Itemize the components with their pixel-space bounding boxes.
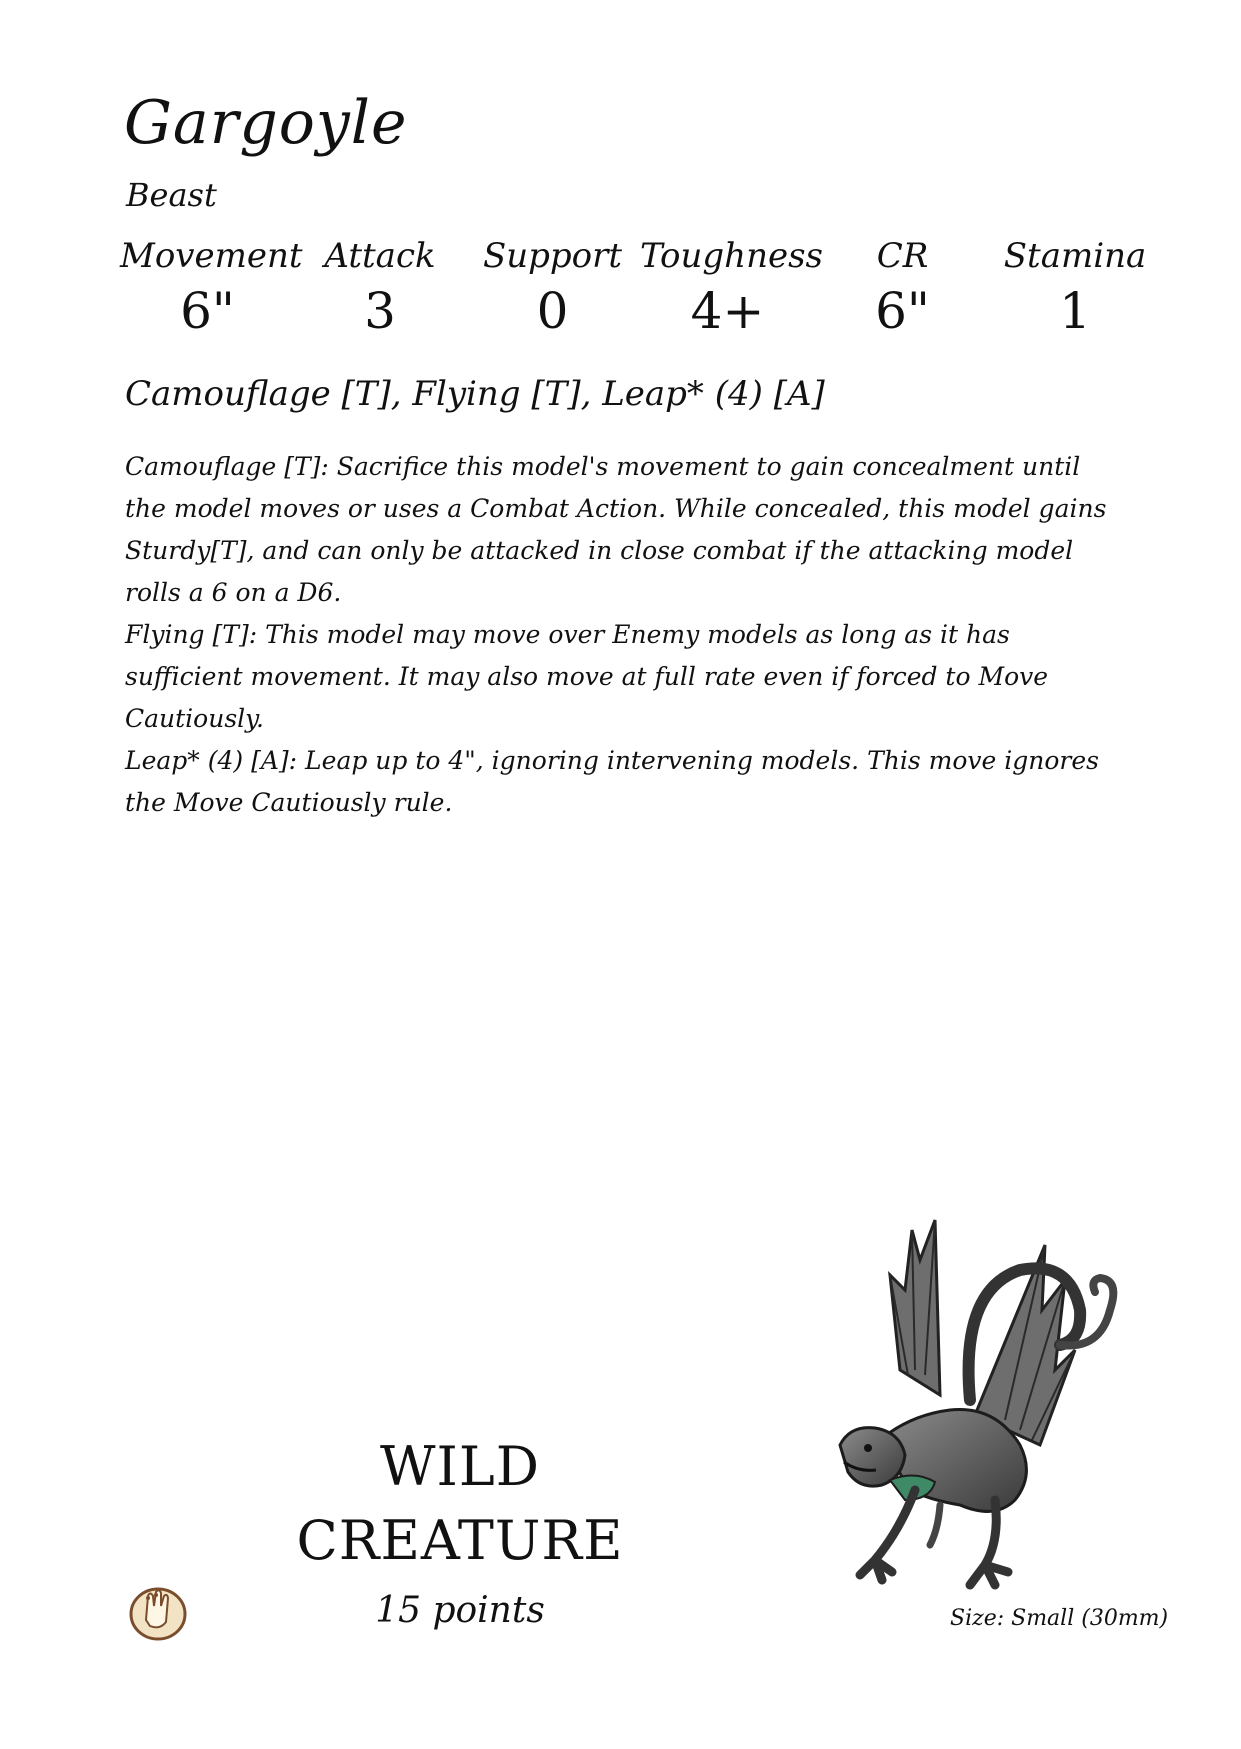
gargoyle-illustration — [820, 1200, 1140, 1595]
points-cost: 15 points — [375, 1590, 545, 1631]
stat-stamina — [990, 236, 1160, 342]
stat-cr — [815, 236, 990, 342]
creature-type: Beast — [126, 176, 217, 214]
stat-attack — [295, 236, 465, 342]
stat-label: Support — [482, 236, 623, 276]
rule-camouflage: Camouflage [T]: Sacrifice this model's movement to gain concealment until the model moves or uses a Combat Action. While concealed, this model gains Sturdy[T], and can only be attacked in close combat if the attacking model rolls a 6 on a D6. — [125, 452, 1107, 607]
stat-value: 4+ — [690, 282, 765, 340]
stat-movement — [120, 236, 303, 342]
stat-toughness — [640, 236, 823, 342]
stat-label: Toughness — [640, 236, 823, 276]
stat-label: Attack — [324, 236, 436, 276]
base-size: Size: Small (30mm) — [950, 1606, 1169, 1631]
card-title: Gargoyle — [124, 88, 408, 158]
stat-value: 3 — [364, 282, 396, 340]
stat-value: 6" — [180, 282, 235, 340]
stat-label: CR — [876, 236, 929, 276]
stat-value: 6" — [875, 282, 930, 340]
stat-label: Stamina — [1003, 236, 1147, 276]
stat-support — [465, 236, 640, 342]
rules-text — [125, 446, 1125, 824]
ability-list: Camouflage [T], Flying [T], Leap* (4) [A] — [125, 374, 825, 414]
category-line-1: WILD — [380, 1435, 540, 1498]
stat-label: Movement — [120, 236, 303, 276]
category-line-2: CREATURE — [296, 1509, 624, 1572]
stat-block — [120, 236, 1160, 342]
stat-value: 1 — [1059, 282, 1091, 340]
stat-value: 0 — [536, 282, 569, 340]
category-label — [230, 1430, 690, 1578]
hand-badge-icon — [126, 1578, 190, 1642]
rule-leap: Leap* (4) [A]: Leap up to 4", ignoring intervening models. This move ignores the Move Cautiously rule. — [125, 746, 1099, 817]
rule-flying: Flying [T]: This model may move over Enemy models as long as it has sufficient movement. It may also move at full rate even if forced to Move Cautiously. — [125, 620, 1049, 733]
